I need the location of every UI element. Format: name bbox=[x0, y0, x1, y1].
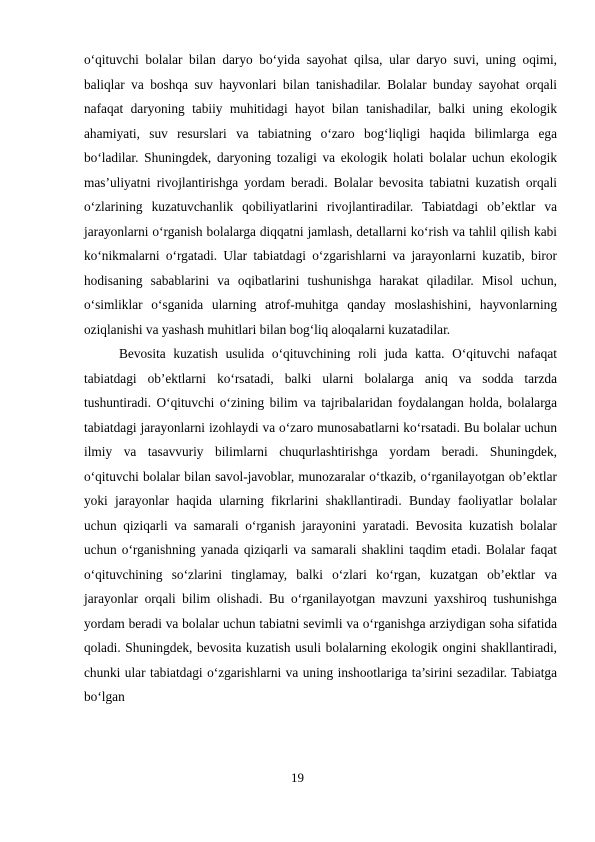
page-body bbox=[84, 48, 557, 710]
body-paragraph-1: o‘qituvchi bolalar bilan daryo bo‘yida sayohat qilsa, ular daryo suvi, uning oqimi, baliqlar va boshqa suv hayvonlari bilan tanishadilar. Bolalar bunday sayohat orqali nafaqat daryoning tabiiy muhitidagi hayot bilan tanishadilar, balki uning ekologik ahamiyati, suv resurslari va tabiatning o‘zaro bog‘liqligi haqida bilimlarga ega bo‘ladilar. Shuningdek, daryoning tozaligi va ekologik holati bolalar uchun ekologik mas’uliyatni rivojlantirishga yordam beradi. Bolalar bevosita tabiatni kuzatish orqali o‘zlarining kuzatuvchanlik qobiliyatlarini rivojlantiradilar. Tabiatdagi ob’ektlar va jarayonlarni o‘rganish bolalarga diqqatni jamlash, detallarni ko‘rish va tahlil qilish kabi ko‘nikmalarni o‘rgatadi. Ular tabiatdagi o‘zgarishlarni va jarayonlarni kuzatib, biror hodisaning sabablarini va oqibatlarini tushunishga harakat qiladilar. Misol uchun, o‘simliklar o‘sganida ularning atrof-muhitga qanday moslashishini, hayvonlarning oziqlanishi va yashash muhitlari bilan bog‘liq aloqalarni kuzatadilar. bbox=[84, 52, 557, 337]
body-paragraph-2: Bevosita kuzatish usulida o‘qituvchining roli juda katta. O‘qituvchi nafaqat tabiatdagi ob’ektlarni ko‘rsatadi, balki ularni bolalarga aniq va sodda tarzda tushuntiradi. O‘qituvchi o‘zining bilim va tajribalaridan foydalangan holda, bolalarga tabiatdagi jarayonlarni izohlaydi va o‘zaro munosabatlarni ko‘rsatadi. Bu bolalar uchun ilmiy va tasavvuriy bilimlarni chuqurlashtirishga yordam beradi. Shuningdek, o‘qituvchi bolalar bilan savol-javoblar, munozaralar o‘tkazib, o‘rganilayotgan ob’ektlar yoki jarayonlar haqida ularning fikrlarini shakllantiradi. Bunday faoliyatlar bolalar uchun qiziqarli va samarali o‘rganish jarayonini yaratadi. Bevosita kuzatish bolalar uchun o‘rganishning yanada qiziqarli va samarali shaklini taqdim etadi. Bolalar faqat o‘qituvchining so‘zlarini tinglamay, balki o‘zlari ko‘rgan, kuzatgan ob’ektlar va jarayonlar orqali bilim olishadi. Bu o‘rganilayotgan mavzuni yaxshiroq tushunishga yordam beradi va bolalar uchun tabiatni sevimli va o‘rganishga arziydigan soha sifatida qoladi. Shuningdek, bevosita kuzatish usuli bolalarning ekologik ongini shakllantiradi, chunki ular tabiatdagi o‘zgarishlarni va uning inshootlariga ta’sirini sezadilar. Tabiatga bo‘lgan bbox=[84, 346, 557, 704]
page-number: 19 bbox=[291, 770, 304, 785]
